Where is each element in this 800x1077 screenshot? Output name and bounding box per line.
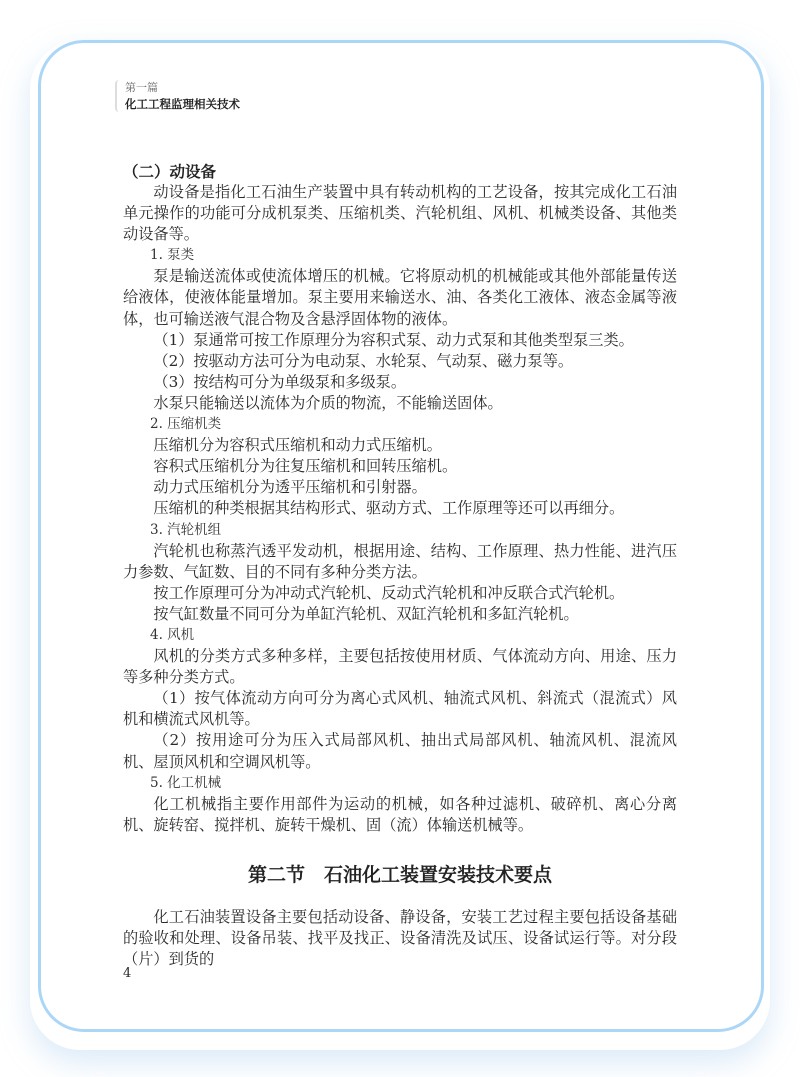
paragraph: 压缩机分为容积式压缩机和动力式压缩机。	[153, 436, 442, 455]
section-body	[123, 907, 677, 970]
section-title: 第二节 石油化工装置安装技术要点	[247, 864, 552, 886]
paragraph: 化工机械指主要作用部件为运动的机械，如各种过滤机、破碎机、离心分离机、旋转窑、搅拌机、旋转干燥机、固（流）体输送机械等。	[123, 794, 677, 834]
running-head	[115, 80, 240, 112]
subsection-heading: （二）动设备	[123, 163, 217, 181]
paragraph: 动设备是指化工石油生产装置中具有转动机构的工艺设备，按其完成化工石油单元操作的功能可分成机泵类、压缩机类、汽轮机组、风机、机械类设备、其他类动设备等。	[123, 183, 677, 244]
paragraph: （1）按气体流动方向可分为离心式风机、轴流式风机、斜流式（混流式）风机和横流式风机等。	[123, 689, 677, 729]
running-head-part: 第一篇	[125, 81, 158, 94]
paragraph: 动力式压缩机分为透平压缩机和引射器。	[153, 478, 427, 497]
paragraph: 泵是输送流体或使流体增压的机械。它将原动机的机械能或其他外部能量传送给液体，使液体能量增加。泵主要用来输送水、油、各类化工液体、液态金属等液体，也可输送液气混合物及含悬浮固体物的液体。	[123, 267, 677, 328]
page-number: 4	[123, 966, 132, 981]
paragraph: （1）泵通常可按工作原理分为容积式泵、动力式泵和其他类型泵三类。	[153, 330, 634, 349]
numbered-subheading: 4. 风机	[150, 626, 195, 643]
paragraph: 容积式压缩机分为往复压缩机和回转压缩机。	[153, 457, 458, 476]
running-head-title: 化工工程监理相关技术	[125, 97, 240, 111]
paragraph: 压缩机的种类根据其结构形式、驱动方式、工作原理等还可以再细分。	[153, 499, 625, 518]
numbered-subheading: 3. 汽轮机组	[150, 521, 222, 538]
body-text	[123, 182, 677, 836]
numbered-subheading: 2. 压缩机类	[150, 416, 222, 433]
paragraph: 按气缸数量不同可分为单缸汽轮机、双缸汽轮机和多缸汽轮机。	[153, 604, 579, 623]
paragraph: 汽轮机也称蒸汽透平发动机，根据用途、结构、工作原理、热力性能、进汽压力参数、气缸数、目的不同有多种分类方法。	[123, 541, 677, 581]
paragraph: 化工石油装置设备主要包括动设备、静设备，安装工艺过程主要包括设备基础的验收和处理、设备吊装、找平及找正、设备清洗及试压、设备试运行等。对分段（片）到货的	[123, 908, 677, 969]
paragraph: （2）按用途可分为压入式局部风机、抽出式局部风机、轴流风机、混流风机、屋顶风机和空调风机等。	[123, 731, 677, 771]
paragraph: （2）按驱动方法可分为电动泵、水轮泵、气动泵、磁力泵等。	[153, 351, 574, 370]
paragraph: （3）按结构可分为单级泵和多级泵。	[153, 372, 407, 391]
numbered-subheading: 5. 化工机械	[150, 774, 222, 791]
paragraph: 水泵只能输送以流体为介质的物流，不能输送固体。	[153, 393, 503, 412]
paragraph: 风机的分类方式多种多样，主要包括按使用材质、气体流动方向、用途、压力等多种分类方式。	[123, 647, 677, 687]
numbered-subheading: 1. 泵类	[150, 247, 195, 264]
paragraph: 按工作原理可分为冲动式汽轮机、反动式汽轮机和冲反联合式汽轮机。	[153, 583, 625, 602]
